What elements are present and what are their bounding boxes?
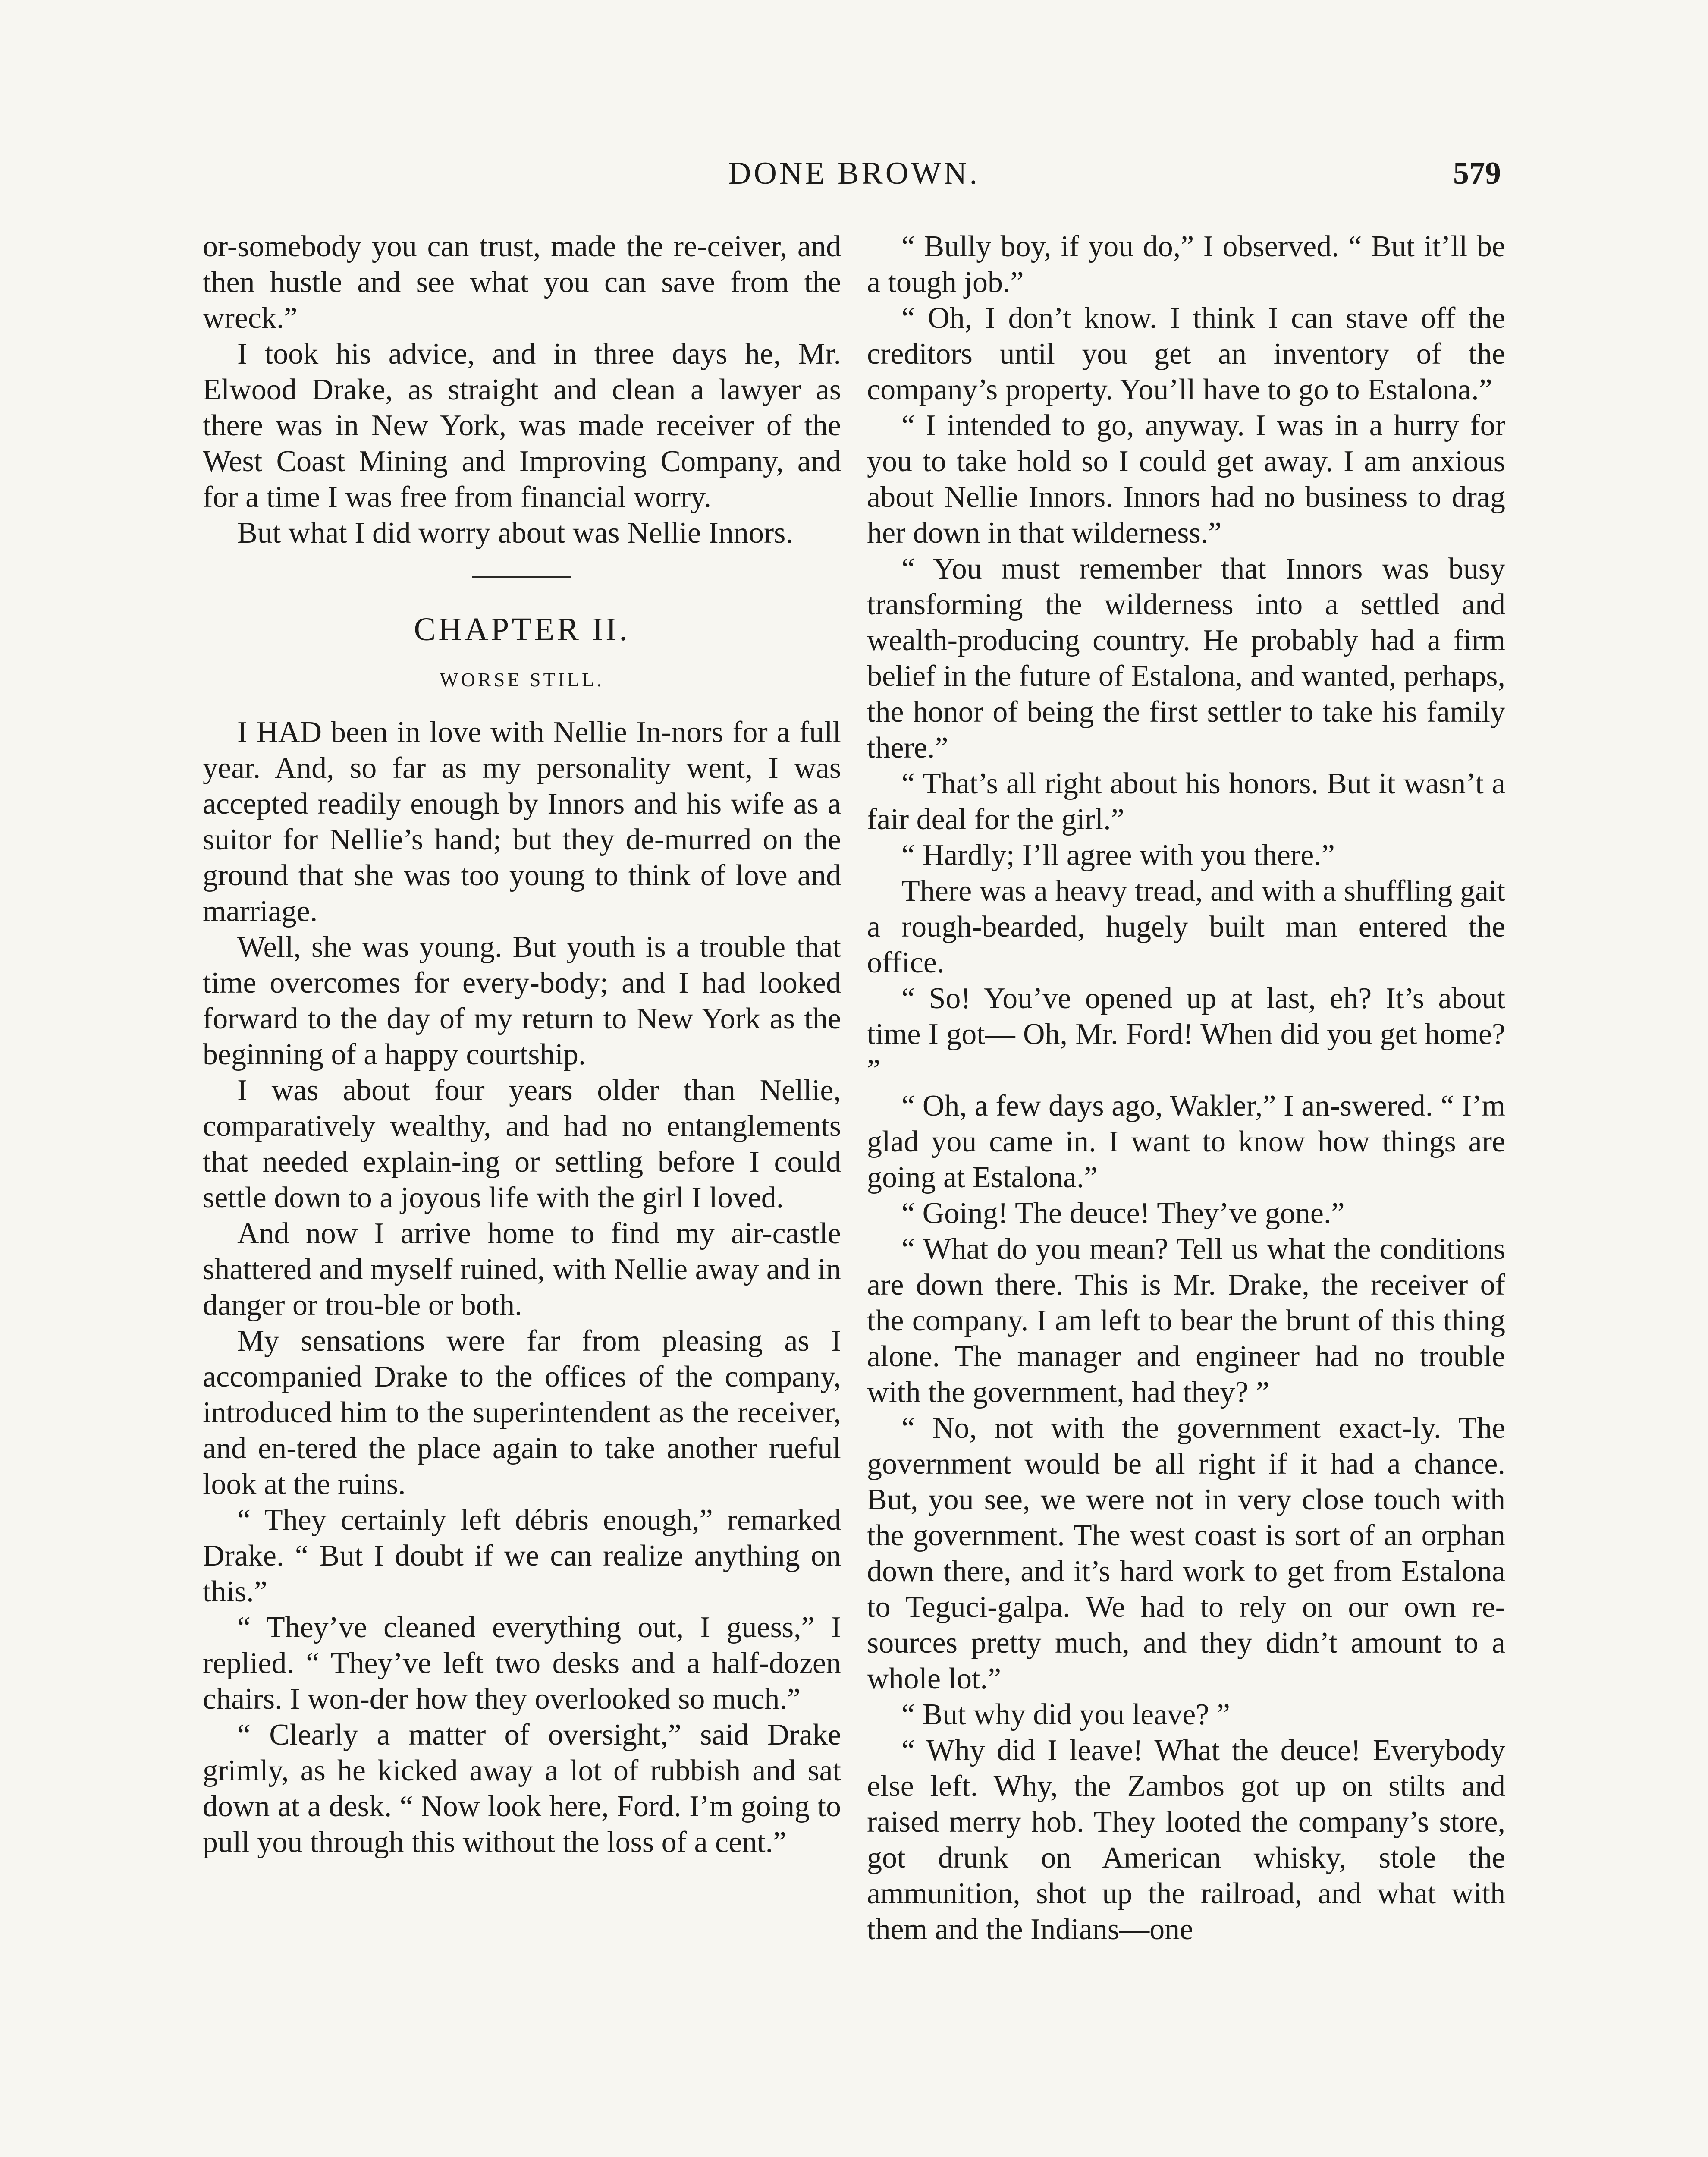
paragraph: I was about four years older than Nellie, comparatively wealthy, and had no entanglements that needed explain-ing or settling before I could settle down to a joyous life with the girl I loved. — [203, 1074, 841, 1214]
paragraph: “ Oh, I don’t know. I think I can stave off the creditors until you get an inventory of the company’s property. You’ll have to go to Estalona.” — [867, 302, 1505, 406]
paragraph: “ That’s all right about his honors. But it wasn’t a fair deal for the girl.” — [867, 767, 1505, 836]
paragraph: There was a heavy tread, and with a shuffling gait a rough-bearded, hugely built man entered the office. — [867, 874, 1505, 979]
paragraph: I took his advice, and in three days he, Mr. Elwood Drake, as straight and clean a lawyer as there was in New York, was made receiver of the West Coast Mining and Improving Company, and for a time I was free from financial worry. — [203, 337, 841, 514]
paragraph: And now I arrive home to find my air-castle shattered and myself ruined, with Nellie away and in danger or trou-ble or both. — [203, 1217, 841, 1322]
paragraph: or-somebody you can trust, made the re-ceiver, and then hustle and see what you can save from the wreck.” — [203, 230, 841, 335]
paragraph: “ I intended to go, anyway. I was in a hurry for you to take hold so I could get away. I am anxious about Nellie Innors. Innors had no business to drag her down in that wilderness.” — [867, 409, 1505, 550]
paragraph: “ Bully boy, if you do,” I observed. “ But it’ll be a tough job.” — [867, 230, 1505, 299]
left-column — [203, 229, 841, 1860]
section-divider — [472, 576, 571, 578]
page-number: 579 — [1453, 156, 1501, 191]
paragraph: “ Oh, a few days ago, Wakler,” I an-swered. “ I’m glad you came in. I want to know how things are going at Estalona.” — [867, 1089, 1505, 1194]
running-title: DONE BROWN. — [728, 156, 980, 191]
paragraph: Well, she was young. But youth is a trouble that time overcomes for every-body; and I had looked forward to the day of my return to New York as the beginning of a happy courtship. — [203, 931, 841, 1071]
chapter-title: CHAPTER II. — [414, 611, 630, 648]
paragraph: “ They’ve cleaned everything out, I guess,” I replied. “ They’ve left two desks and a half-dozen chairs. I won-der how they overlooked so much.” — [203, 1611, 841, 1716]
paragraph: “ No, not with the government exact-ly. The government would be all right if it had a chance. But, you see, we were not in very close touch with the government. The west coast is sort of an orphan down there, and it’s hard work to get from Estalona to Teguci-galpa. We had to rely on our own re-sources pretty much, and they didn’t amount to a whole lot.” — [867, 1412, 1505, 1695]
right-column — [867, 229, 1505, 1947]
chapter-subtitle: WORSE STILL. — [440, 669, 604, 691]
paragraph: “ What do you mean? Tell us what the conditions are down there. This is Mr. Drake, the receiver of the company. I am left to bear the brunt of this thing alone. The manager and engineer had no trouble with the government, had they? ” — [867, 1233, 1505, 1409]
paragraph: “ Hardly; I’ll agree with you there.” — [901, 839, 1335, 872]
paragraph: My sensations were far from pleasing as I accompanied Drake to the offices of the company, introduced him to the superintendent as the receiver, and en-tered the place again to take another rueful look at the ruins. — [203, 1324, 841, 1501]
paragraph: “ They certainly left débris enough,” remarked Drake. “ But I doubt if we can realize anything on this.” — [203, 1503, 841, 1608]
paragraph: “ But why did you leave? ” — [901, 1698, 1231, 1731]
paragraph: “ So! You’ve opened up at last, eh? It’s about time I got— Oh, Mr. Ford! When did you get home? ” — [867, 982, 1505, 1087]
paragraph: “ Why did I leave! What the deuce! Everybody else left. Why, the Zambos got up on stilts and raised merry hob. They looted the company’s store, got drunk on American whisky, stole the ammunition, shot up the railroad, and what with them and the Indians—one — [867, 1734, 1505, 1946]
paragraph: “ Clearly a matter of oversight,” said Drake grimly, as he kicked away a lot of rubbish and sat down at a desk. “ Now look here, Ford. I’m going to pull you through this without the loss of a cent.” — [203, 1718, 841, 1859]
paragraph: “ Going! The deuce! They’ve gone.” — [901, 1197, 1345, 1230]
paragraph: I HAD been in love with Nellie In-nors for a full year. And, so far as my personality went, I was accepted readily enough by Innors and his wife as a suitor for Nellie’s hand; but they de-murred on the ground that she was too young to think of love and marriage. — [203, 716, 841, 928]
paragraph: But what I did worry about was Nellie Innors. — [237, 516, 793, 550]
paragraph: “ You must remember that Innors was busy transforming the wilderness into a settled and wealth-producing country. He probably had a firm belief in the future of Estalona, and wanted, perhaps, the honor of being the first settler to take his family there.” — [867, 552, 1505, 764]
